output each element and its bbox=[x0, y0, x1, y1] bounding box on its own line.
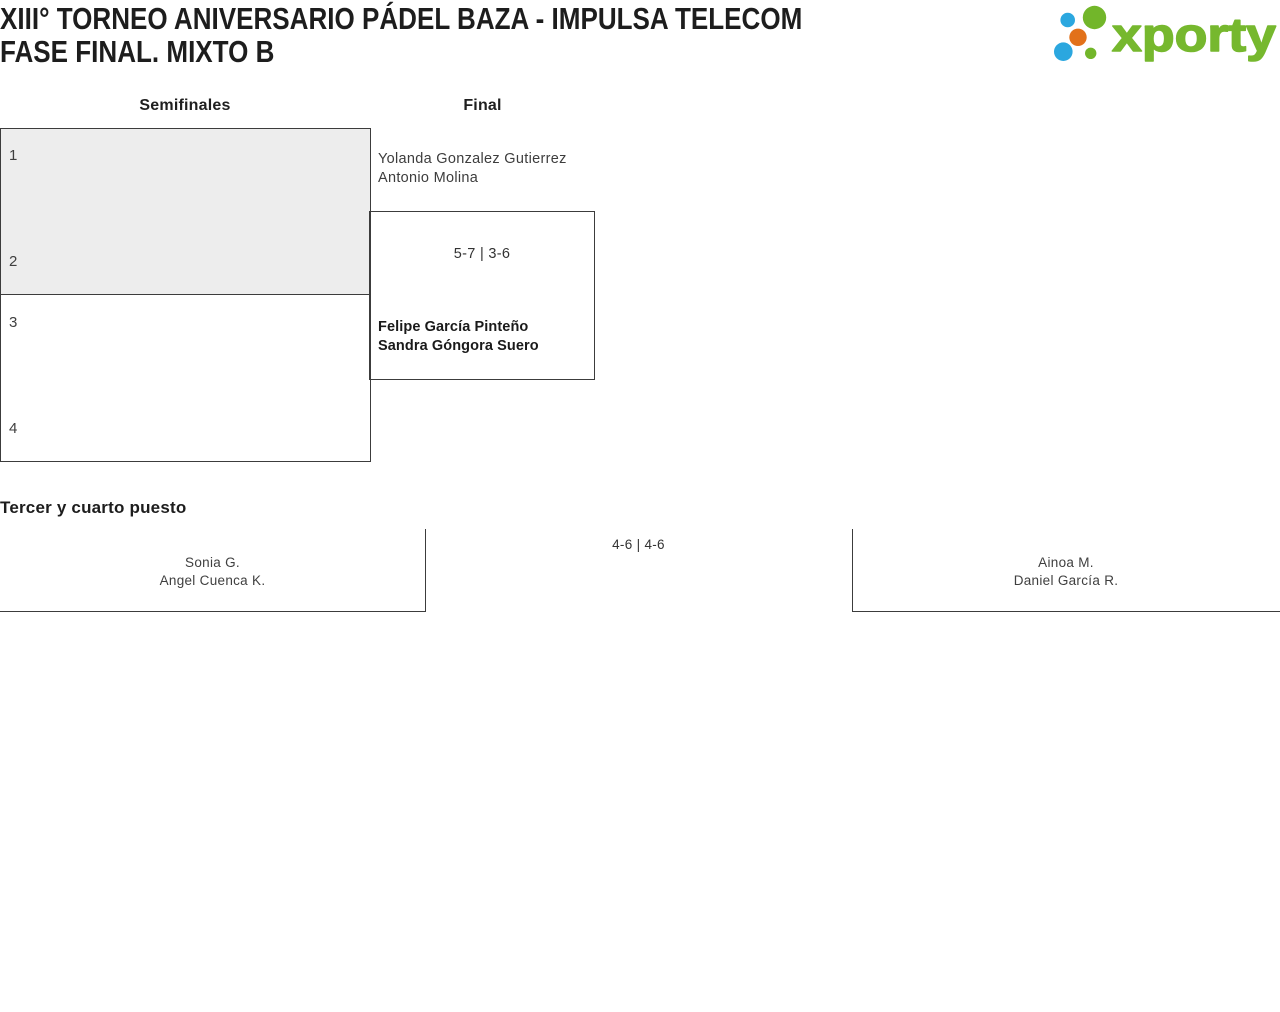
player-name: Yolanda Gonzalez Gutierrez bbox=[378, 151, 567, 167]
round-header-semifinales: Semifinales bbox=[139, 97, 231, 114]
semifinal-match-2-box[interactable] bbox=[0, 294, 371, 462]
player-name: Sonia G. bbox=[185, 555, 240, 570]
final-team-top[interactable] bbox=[378, 150, 567, 188]
player-name: Angel Cuenca K. bbox=[159, 572, 266, 588]
player-name: Antonio Molina bbox=[378, 170, 479, 186]
player-name: Daniel García R. bbox=[1013, 572, 1119, 588]
logo-wordmark: xporty bbox=[1112, 8, 1276, 61]
seed-number-3: 3 bbox=[9, 314, 18, 331]
final-match-score: 5-7 | 3-6 bbox=[453, 246, 511, 262]
seed-number-2: 2 bbox=[9, 253, 18, 270]
player-name: Felipe García Pinteño bbox=[378, 319, 529, 335]
player-name: Ainoa M. bbox=[1038, 555, 1094, 570]
tournament-title-line2: FASE FINAL. MIXTO B bbox=[0, 34, 275, 69]
third-place-score: 4-6 | 4-6 bbox=[612, 537, 665, 552]
third-place-left-team bbox=[0, 554, 425, 589]
seed-number-1: 1 bbox=[9, 147, 18, 164]
logo-dot-green-large bbox=[1083, 6, 1106, 29]
third-place-heading: Tercer y cuarto puesto bbox=[0, 498, 187, 517]
semifinal-match-1-box[interactable] bbox=[0, 128, 371, 295]
logo-dot-blue-large bbox=[1054, 42, 1073, 61]
third-place-right-team bbox=[852, 554, 1280, 589]
page-title bbox=[0, 2, 802, 68]
round-header-final: Final bbox=[463, 97, 502, 114]
xporty-logo[interactable] bbox=[1048, 5, 1278, 67]
player-name: Sandra Góngora Suero bbox=[378, 338, 539, 354]
final-team-bottom-winner[interactable] bbox=[378, 318, 539, 356]
tournament-title-line1: XIII° TORNEO ANIVERSARIO PÁDEL BAZA - IMPULSA TELECOM bbox=[0, 1, 803, 36]
logo-dot-orange bbox=[1069, 29, 1086, 46]
logo-dot-green-small bbox=[1085, 48, 1096, 59]
logo-dot-blue-small bbox=[1060, 13, 1075, 28]
seed-number-4: 4 bbox=[9, 420, 18, 437]
